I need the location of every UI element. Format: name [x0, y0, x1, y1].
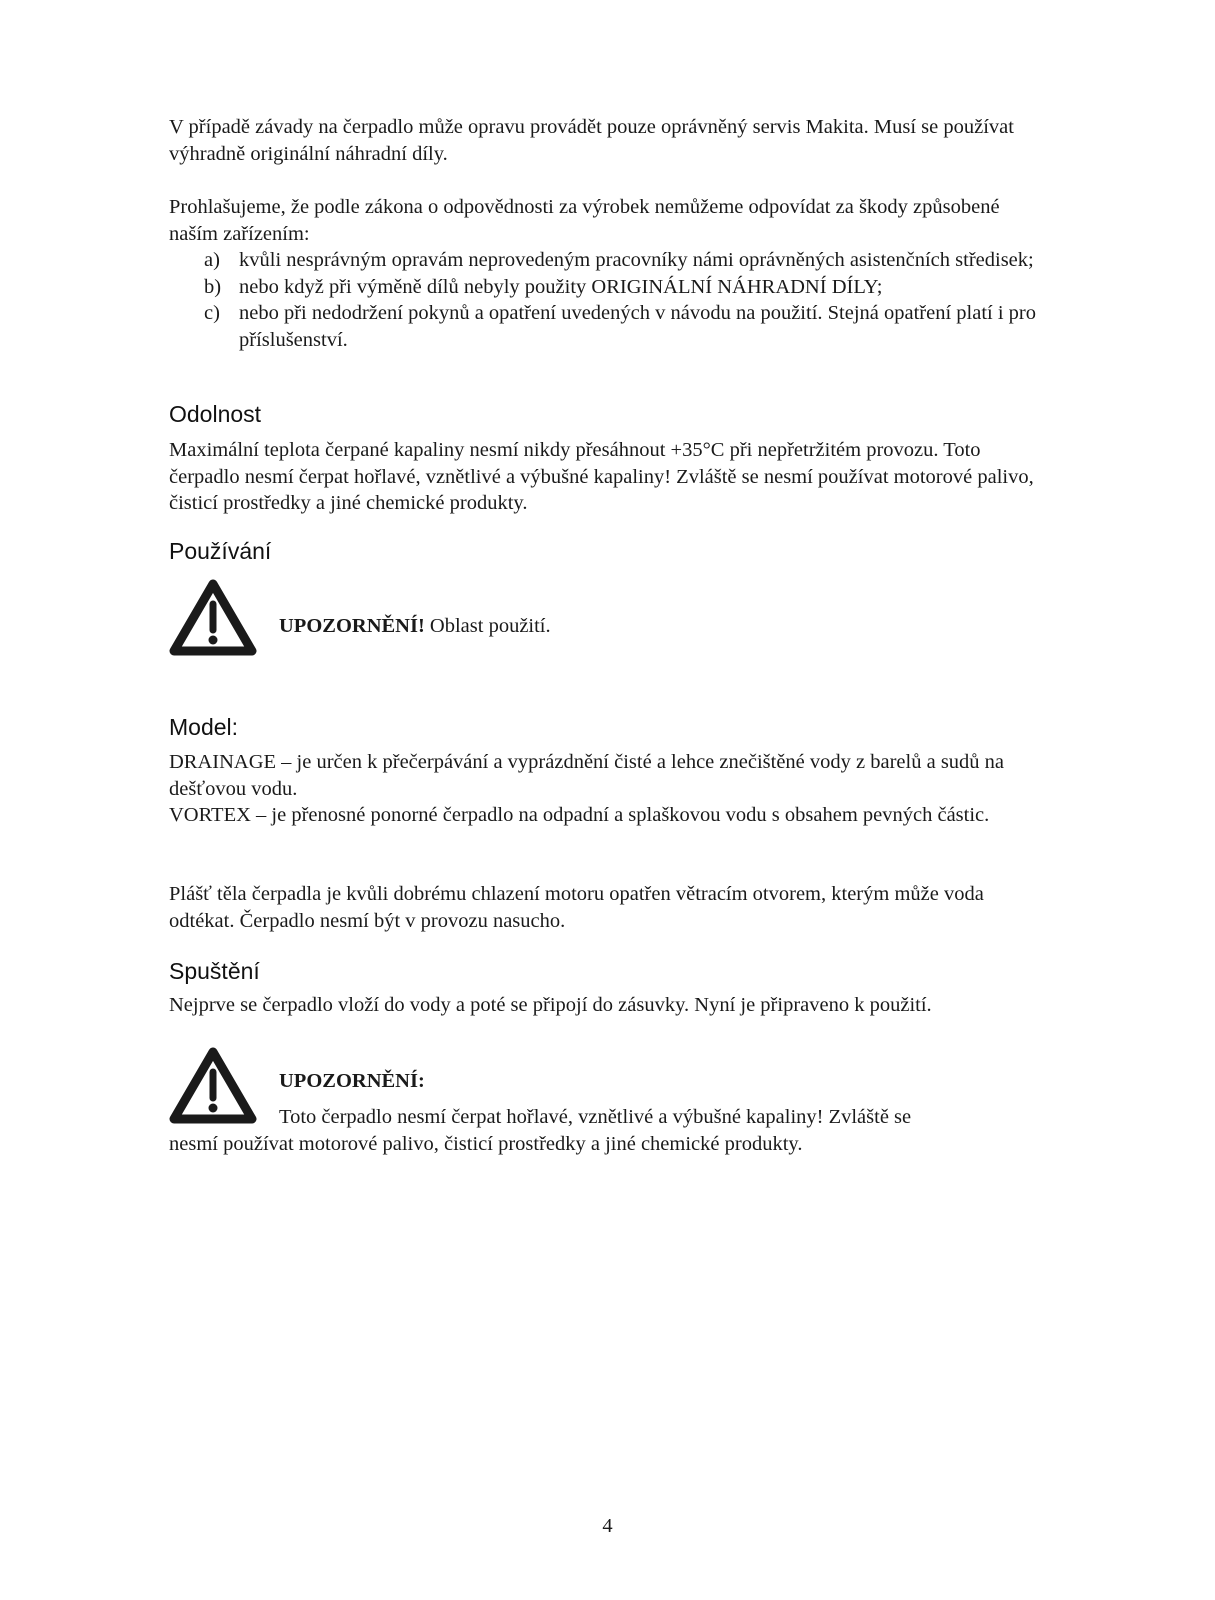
warning-text: Oblast použití.	[429, 615, 551, 637]
heading-odolnost: Odolnost	[169, 401, 262, 427]
list-item-text: nebo když při výměně dílů nebyly použity ORIGINÁLNÍ NÁHRADNÍ DÍLY;	[239, 275, 883, 298]
spusteni-paragraph: Nejprve se čerpadlo vloží do vody a poté se připojí do zásuvky. Nyní je připraveno k použití.	[169, 994, 932, 1016]
list-marker: b)	[204, 275, 222, 298]
intro-paragraph-liability: Prohlašujeme, že podle zákona o odpovědnosti za výrobek nemůžeme odpovídat za škody způsobené naším zařízením:	[169, 196, 1000, 245]
list-item-text: nebo při nedodržení pokynů a opatření uvedených v návodu na použití. Stejná opatření platí i pro příslušenství.	[239, 302, 1036, 351]
list-item	[169, 274, 1049, 301]
warning-usage	[279, 613, 551, 640]
intro-paragraph-repair: V případě závady na čerpadlo může opravu provádět pouze oprávněný servis Makita. Musí se používat výhradně originální náhradní díly.	[169, 116, 1014, 165]
list-marker: a)	[204, 249, 220, 271]
list-item-text: kvůli nesprávným opravám neprovedeným pracovníky námi oprávněných asistenčních středisek;	[239, 249, 1034, 271]
list-item	[169, 247, 1049, 274]
heading-spusteni: Spuštění	[169, 958, 260, 984]
warning-triangle-icon	[169, 578, 257, 658]
warning-line: Toto čerpadlo nesmí čerpat hořlavé, vznětlivé a výbušné kapaliny! Zvláště se	[279, 1106, 912, 1128]
warning-label: UPOZORNĚNÍ:	[279, 1070, 425, 1092]
heading-model: Model:	[169, 714, 239, 740]
odolnost-paragraph: Maximální teplota čerpané kapaliny nesmí nikdy přesáhnout +35°C při nepřetržitém provozu. Toto čerpadlo nesmí čerpat hořlavé, vznětlivé a výbušné kapaliny! Zvláště se nesmí používat motorové palivo, čisticí prostředky a jiné chemické produkty.	[169, 439, 1034, 514]
page-number: 4	[602, 1515, 613, 1537]
liability-list	[169, 247, 1049, 353]
warning-triangle-icon	[169, 1046, 257, 1126]
heading-pouzivani: Používání	[169, 538, 272, 564]
list-item	[169, 300, 1049, 353]
warning-line: nesmí používat motorové palivo, čisticí prostředky a jiné chemické produkty.	[169, 1133, 803, 1155]
model-drainage: DRAINAGE – je určen k přečerpávání a vyprázdnění čisté a lehce znečištěné vody z barelů a sudů na dešťovou vodu.	[169, 751, 1005, 800]
list-marker: c)	[204, 302, 220, 324]
model-housing-paragraph: Plášť těla čerpadla je kvůli dobrému chlazení motoru opatřen větracím otvorem, kterým může voda odtékat. Čerpadlo nesmí být v provozu nasucho.	[169, 883, 984, 932]
warning-label: UPOZORNĚNÍ!	[279, 615, 425, 637]
model-vortex: VORTEX – je přenosné ponorné čerpadlo na odpadní a splaškovou vodu s obsahem pevných částic.	[169, 804, 990, 826]
